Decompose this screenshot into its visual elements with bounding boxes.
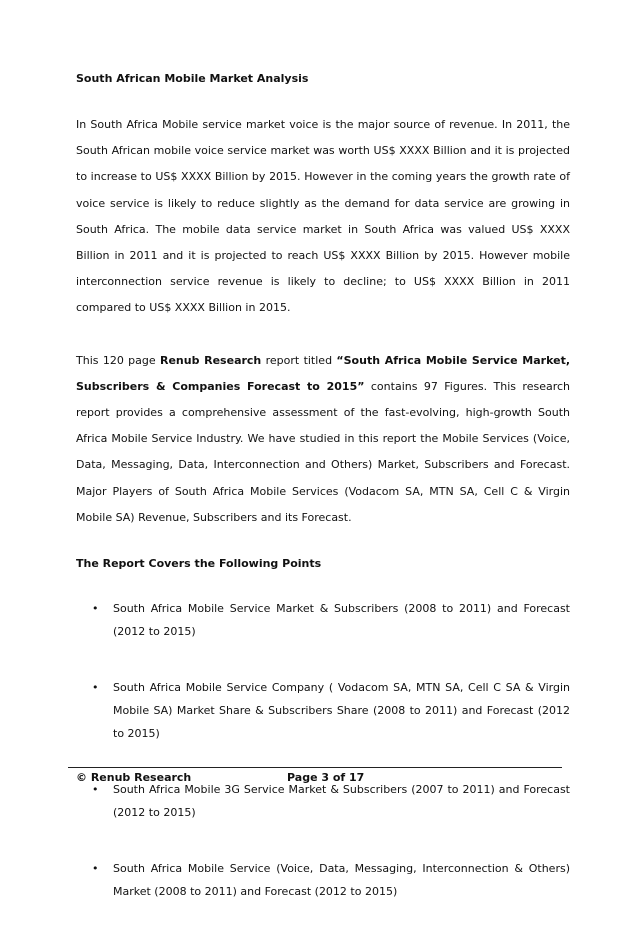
list-item bbox=[76, 676, 570, 745]
bullet-icon: • bbox=[92, 602, 99, 616]
report-description-paragraph bbox=[76, 348, 570, 531]
section-heading-market-analysis: South African Mobile Market Analysis bbox=[76, 72, 309, 85]
footer-copyright: © Renub Research bbox=[76, 771, 192, 784]
bullet-icon: • bbox=[92, 681, 99, 695]
section-heading-report-covers: The Report Covers the Following Points bbox=[76, 557, 322, 571]
footer-divider bbox=[68, 767, 562, 768]
report-points-list bbox=[76, 597, 570, 903]
page-content bbox=[76, 66, 570, 936]
point-text: South Africa Mobile Service Company ( Vodacom SA, MTN SA, Cell C SA & Virgin Mobile SA) Market Share & Subscribers Share (2008 to 2011) and Forecast (2012 to 2015) bbox=[113, 681, 570, 741]
point-text: South Africa Mobile Service (Voice, Data, Messaging, Interconnection & Others) Market (2008 to 2011) and Forecast (2012 to 2015) bbox=[113, 862, 570, 899]
footer-page-number: Page 3 of 17 bbox=[287, 771, 365, 784]
publisher-name: Renub Research bbox=[159, 353, 262, 367]
list-item bbox=[76, 778, 570, 824]
point-text: South Africa Mobile 3G Service Market & Subscribers (2007 to 2011) and Forecast (2012 to 2015) bbox=[113, 783, 570, 820]
bullet-icon: • bbox=[92, 862, 99, 876]
report-description-text: contains 97 Figures. This research report provides a comprehensive assessment of the fast-evolving, high-growth South Africa Mobile Service Industry. We have studied in this report the Mobile Services (Voice, Data, Messaging, Data, Interconnection and Others) Market, Subscribers and Forecast. Major Players of South Africa Mobile Services (Vodacom SA, MTN SA, Cell C & Virgin Mobile SA) Revenue, Subscribers and its Forecast. bbox=[76, 379, 570, 524]
list-item bbox=[76, 597, 570, 643]
report-title: “South Africa Mobile Service Market, Subscribers & Companies Forecast to 2015” bbox=[76, 353, 571, 393]
report-titled-text: report titled bbox=[261, 353, 337, 367]
bullet-icon: • bbox=[92, 783, 99, 797]
point-text: South Africa Mobile Service Market & Subscribers (2008 to 2011) and Forecast (2012 to 2015) bbox=[113, 602, 570, 639]
list-item bbox=[76, 857, 570, 903]
report-intro-text: This 120 page bbox=[76, 353, 160, 367]
market-analysis-paragraph: In South Africa Mobile service market voice is the major source of revenue. In 2011, the South African mobile voice service market was worth US$ XXXX Billion and it is projected to increase to US$ XXXX Billion by 2015. However in the coming years the growth rate of voice service is likely to reduce slightly as the demand for data service are growing in South Africa. The mobile data service market in South Africa was valued US$ XXXX Billion in 2011 and it is projected to reach US$ XXXX Billion by 2015. However mobile interconnection service revenue is likely to decline; to US$ XXXX Billion in 2011 compared to US$ XXXX Billion in 2015. bbox=[76, 118, 570, 315]
